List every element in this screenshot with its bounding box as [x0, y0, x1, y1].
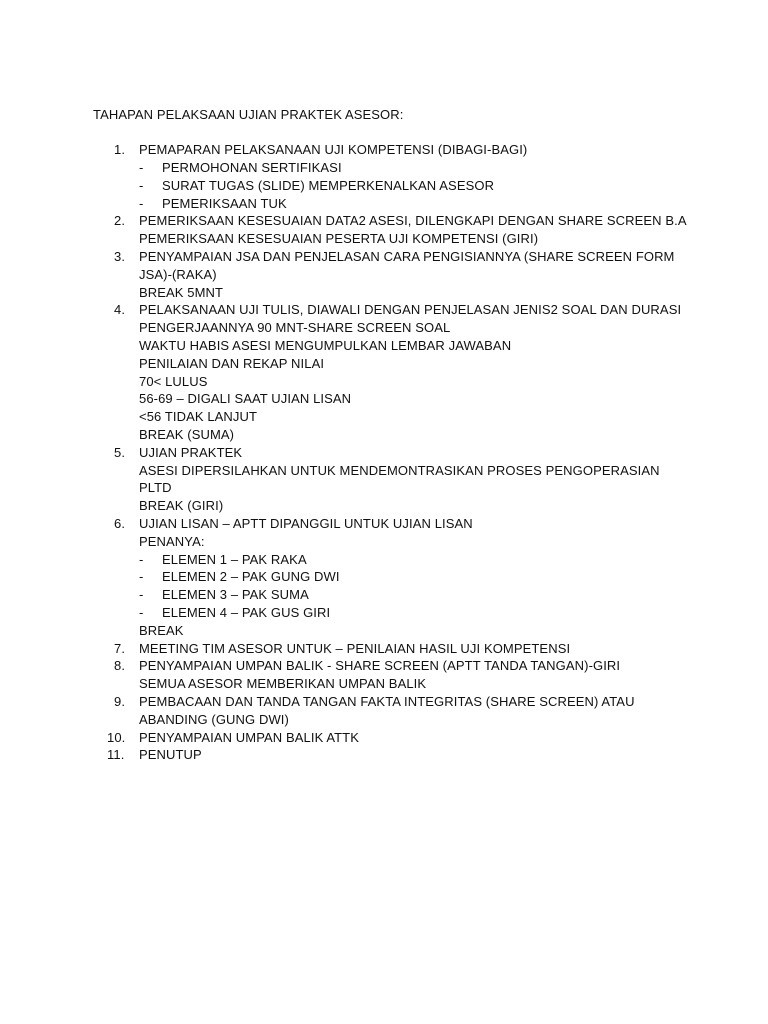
list-item-text: SEMUA ASESOR MEMBERIKAN UMPAN BALIK	[139, 676, 427, 692]
dash-bullet-icon: -	[139, 605, 144, 621]
list-item	[93, 141, 693, 212]
dash-bullet-icon: -	[139, 551, 144, 567]
list-item-number: 5.	[114, 444, 126, 460]
list-item	[93, 657, 693, 693]
sub-bullet-item	[93, 177, 693, 195]
sub-bullet-text: ELEMEN 2 – PAK GUNG DWI	[162, 569, 340, 585]
list-item-number: 2.	[114, 213, 126, 229]
list-item-text: PENANYA:	[139, 533, 205, 549]
list-item-text: 56-69 – DIGALI SAAT UJIAN LISAN	[139, 391, 352, 407]
list-item-text: PENYAMPAIAN UMPAN BALIK - SHARE SCREEN (APTT TANDA TANGAN)-GIRI	[139, 658, 621, 674]
sub-bullet-item	[93, 551, 693, 569]
list-item-number: 7.	[114, 640, 126, 656]
list-item	[93, 729, 693, 747]
sub-bullet-text: SURAT TUGAS (SLIDE) MEMPERKENALKAN ASESOR	[162, 177, 495, 193]
dash-bullet-icon: -	[139, 569, 144, 585]
list-item-text: PELAKSANAAN UJI TULIS, DIAWALI DENGAN PENJELASAN JENIS2 SOAL DAN DURASI	[139, 302, 682, 318]
list-item-text: PENUTUP	[139, 747, 202, 763]
list-item-number: 4.	[114, 302, 126, 318]
sub-bullet-text: ELEMEN 3 – PAK SUMA	[162, 587, 309, 603]
list-item	[93, 212, 693, 248]
document-body	[93, 106, 693, 764]
list-item-text: BREAK (SUMA)	[139, 427, 235, 443]
list-item-text: BREAK (GIRI)	[139, 498, 224, 514]
list-item-number: 1.	[114, 142, 126, 158]
dash-bullet-icon: -	[139, 160, 144, 176]
list-item	[93, 301, 693, 443]
sub-bullet-text: PERMOHONAN SERTIFIKASI	[162, 160, 342, 176]
sub-bullet-text: ELEMEN 4 – PAK GUS GIRI	[162, 605, 331, 621]
dash-bullet-icon: -	[139, 177, 144, 193]
list-item-number: 6.	[114, 516, 126, 532]
list-item-text: 70< LULUS	[139, 373, 208, 389]
list-item-text: PENILAIAN DAN REKAP NILAI	[139, 355, 325, 371]
list-item-text: ABANDING (GUNG DWI)	[139, 711, 289, 727]
list-item	[93, 248, 693, 301]
list-item-number: 3.	[114, 249, 126, 265]
list-item-text: ASESI DIPERSILAHKAN UNTUK MENDEMONTRASIKAN PROSES PENGOPERASIAN PLTD	[139, 462, 660, 496]
list-item-number: 9.	[114, 694, 126, 709]
sub-bullet-item	[93, 586, 693, 604]
list-item-text: MEETING TIM ASESOR UNTUK – PENILAIAN HASIL UJI KOMPETENSI	[139, 640, 571, 656]
list-item-number: 11.	[107, 747, 125, 763]
list-item-text: <56 TIDAK LANJUT	[139, 409, 258, 425]
numbered-list	[93, 141, 693, 764]
list-item-text: PEMBACAAN DAN TANDA TANGAN FAKTA INTEGRITAS (SHARE SCREEN) ATAU	[139, 694, 635, 709]
list-item-text: WAKTU HABIS ASESI MENGUMPULKAN LEMBAR JAWABAN	[139, 338, 512, 354]
sub-bullet-item	[93, 568, 693, 586]
list-item	[93, 746, 693, 764]
list-item	[93, 515, 693, 640]
list-item-text: UJIAN LISAN – APTT DIPANGGIL UNTUK UJIAN LISAN	[139, 516, 473, 532]
list-item-text: BREAK	[139, 622, 184, 638]
list-item-text: PEMAPARAN PELAKSANAAN UJI KOMPETENSI (DIBAGI-BAGI)	[139, 142, 528, 158]
list-item-text: PEMERIKSAAN KESESUAIAN DATA2 ASESI, DILENGKAPI DENGAN SHARE SCREEN B.A	[139, 213, 687, 229]
list-item	[93, 444, 693, 515]
list-item-text: JSA)-(RAKA)	[139, 266, 217, 282]
list-item-number: 8.	[114, 658, 126, 674]
list-item-text: PEMERIKSAAN KESESUAIAN PESERTA UJI KOMPETENSI (GIRI)	[139, 231, 539, 247]
sub-bullet-text: ELEMEN 1 – PAK RAKA	[162, 551, 307, 567]
list-item	[93, 640, 693, 658]
list-item-text: PENYAMPAIAN UMPAN BALIK ATTK	[139, 729, 359, 745]
sub-bullet-item	[93, 604, 693, 622]
sub-bullet-item	[93, 195, 693, 213]
list-item	[93, 693, 693, 729]
dash-bullet-icon: -	[139, 195, 144, 211]
list-item-text: PENYAMPAIAN JSA DAN PENJELASAN CARA PENGISIANNYA (SHARE SCREEN FORM	[139, 249, 675, 265]
list-item-text: BREAK 5MNT	[139, 284, 224, 300]
dash-bullet-icon: -	[139, 587, 144, 603]
document-title: TAHAPAN PELAKSAAN UJIAN PRAKTEK ASESOR:	[93, 107, 404, 122]
list-item-number: 10.	[107, 729, 126, 745]
sub-bullet-item	[93, 159, 693, 177]
list-item-text: UJIAN PRAKTEK	[139, 444, 243, 460]
sub-bullet-text: PEMERIKSAAN TUK	[162, 195, 287, 211]
list-item-text: PENGERJAANNYA 90 MNT-SHARE SCREEN SOAL	[139, 320, 451, 336]
